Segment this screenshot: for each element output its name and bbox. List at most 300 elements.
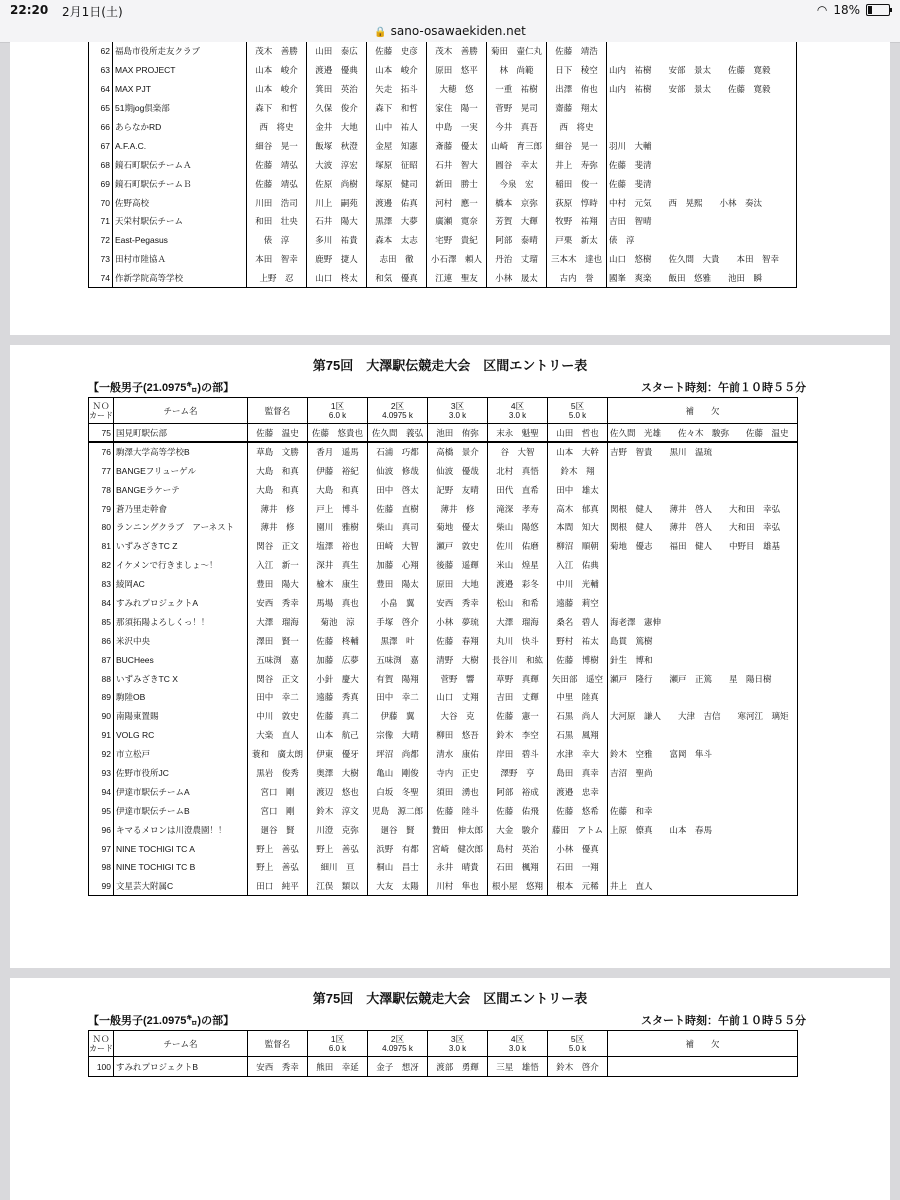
runner-section-1: 山田 泰広 bbox=[307, 42, 367, 61]
runner-section-4: 草野 真輝 bbox=[488, 669, 548, 688]
table-row bbox=[89, 480, 798, 499]
runner-section-2: 小畠 翼 bbox=[368, 594, 428, 613]
team-name: 綾岡AC bbox=[114, 575, 248, 594]
reserve-runners: 俵 淳 bbox=[607, 231, 797, 250]
section-name: 5区 bbox=[570, 1033, 585, 1044]
runner-section-2: 田中 啓太 bbox=[368, 480, 428, 499]
header-no bbox=[89, 1031, 114, 1057]
runner-section-5: 荻原 惇時 bbox=[547, 193, 607, 212]
table-row bbox=[89, 631, 798, 650]
team-name: NINE TOCHIGI TC B bbox=[114, 858, 248, 877]
reserve-runners: 関根 健人 薄井 啓人 大和田 幸弘 bbox=[608, 518, 798, 537]
manager-name: 和田 壮央 bbox=[247, 212, 307, 231]
runner-section-3: 石井 智大 bbox=[427, 155, 487, 174]
header-manager: 監督名 bbox=[248, 1031, 308, 1057]
card-no: 95 bbox=[89, 801, 114, 820]
section-name: 1区 bbox=[330, 400, 345, 411]
team-name: 51期jog倶楽部 bbox=[113, 99, 247, 118]
card-no: 90 bbox=[89, 707, 114, 726]
reserve-runners: 佐藤 和幸 bbox=[608, 801, 798, 820]
runner-section-1: 小針 慶大 bbox=[308, 669, 368, 688]
manager-name: 山本 峻介 bbox=[247, 80, 307, 99]
entry-table-1 bbox=[88, 42, 797, 288]
runner-section-3: 贄田 伸太郎 bbox=[428, 820, 488, 839]
runner-section-2: 宗像 大晴 bbox=[368, 726, 428, 745]
runner-section-4: 今井 真吾 bbox=[487, 118, 547, 137]
table-row bbox=[89, 499, 798, 518]
runner-section-5: 佐藤 悠希 bbox=[548, 801, 608, 820]
reserve-runners: 菊地 優志 福田 健人 中野目 雄基 bbox=[608, 537, 798, 556]
document-page-3[interactable] bbox=[10, 978, 890, 1200]
section-distance: 4.0975 k bbox=[382, 1043, 413, 1053]
runner-section-1: 伊藤 裕紀 bbox=[308, 461, 368, 480]
runner-section-1: 鹿野 捷人 bbox=[307, 250, 367, 269]
runner-section-4: 三星 雄悟 bbox=[488, 1057, 548, 1077]
manager-name: 薄井 修 bbox=[248, 518, 308, 537]
header-section-3 bbox=[428, 1031, 488, 1057]
runner-section-5: 本間 知大 bbox=[548, 518, 608, 537]
manager-name: 五味渕 嘉 bbox=[248, 650, 308, 669]
team-name: 伊達市駅伝チームA bbox=[114, 782, 248, 801]
runner-section-5: 根本 元稀 bbox=[548, 877, 608, 896]
table-row bbox=[89, 61, 797, 80]
team-name: 南陽東置賜 bbox=[114, 707, 248, 726]
header-section-4 bbox=[488, 1031, 548, 1057]
table-row bbox=[89, 1057, 798, 1077]
runner-section-2: 亀山 剛俊 bbox=[368, 764, 428, 783]
runner-section-4: 佐藤 憲一 bbox=[488, 707, 548, 726]
card-no: 96 bbox=[89, 820, 114, 839]
card-no: 77 bbox=[89, 461, 114, 480]
table-row bbox=[89, 782, 798, 801]
card-no: 75 bbox=[89, 424, 114, 443]
section-distance: 5.0 k bbox=[568, 1043, 587, 1053]
runner-section-5: 遠藤 莉空 bbox=[548, 594, 608, 613]
team-name: BUCHees bbox=[114, 650, 248, 669]
runner-section-5: 山本 大幹 bbox=[548, 442, 608, 461]
document-title: 第75回 大澤駅伝競走大会 区間エントリー表 bbox=[312, 991, 588, 1006]
reserve-runners bbox=[607, 99, 797, 118]
manager-name: 佐藤 温史 bbox=[248, 424, 308, 443]
runner-section-5: 中川 光輔 bbox=[548, 575, 608, 594]
runner-section-3: 佐藤 陸斗 bbox=[428, 801, 488, 820]
manager-name: 関谷 正文 bbox=[248, 669, 308, 688]
table-row bbox=[89, 594, 798, 613]
reserve-runners: 針生 博和 bbox=[608, 650, 798, 669]
card-no: 70 bbox=[89, 193, 113, 212]
runner-section-1: 渡辺 悠也 bbox=[308, 782, 368, 801]
runner-section-1: 山本 航己 bbox=[308, 726, 368, 745]
table-row bbox=[89, 118, 797, 137]
runner-section-3: 後藤 遥輝 bbox=[428, 556, 488, 575]
runner-section-1: 大波 淳宏 bbox=[307, 155, 367, 174]
section-name: 3区 bbox=[450, 400, 465, 411]
reserve-runners: 瀬戸 隆行 瀬戸 正篤 星 陽日樹 bbox=[608, 669, 798, 688]
table-row bbox=[89, 820, 798, 839]
status-right bbox=[817, 3, 890, 17]
battery-percent: 18% bbox=[833, 3, 860, 17]
section-distance: 3.0 k bbox=[448, 410, 467, 420]
runner-section-1: 久保 俊介 bbox=[307, 99, 367, 118]
runner-section-5: 小林 優真 bbox=[548, 839, 608, 858]
team-name: イケメンで行きましょ～！ bbox=[114, 556, 248, 575]
runner-section-4: 渡邉 彩冬 bbox=[488, 575, 548, 594]
runner-section-4: 芳賀 大輝 bbox=[487, 212, 547, 231]
table-row bbox=[89, 726, 798, 745]
runner-section-2: 金子 想冴 bbox=[368, 1057, 428, 1077]
runner-section-5: 矢田部 遥空 bbox=[548, 669, 608, 688]
table-row bbox=[89, 839, 798, 858]
runner-section-5: 鈴木 翔 bbox=[548, 461, 608, 480]
manager-name: 佐藤 靖弘 bbox=[247, 155, 307, 174]
team-name: 国見町駅伝部 bbox=[114, 424, 248, 443]
header-no-label: ＮＯ bbox=[92, 1033, 110, 1044]
card-no: 73 bbox=[89, 250, 113, 269]
date: 2月1日(土) bbox=[62, 5, 123, 19]
runner-section-4: 丸川 快斗 bbox=[488, 631, 548, 650]
reserve-runners: 海老澤 憲伸 bbox=[608, 612, 798, 631]
runner-section-4: 根小屋 悠翔 bbox=[488, 877, 548, 896]
runner-section-4: 谷 大智 bbox=[488, 442, 548, 461]
table-row bbox=[89, 764, 798, 783]
runner-section-3: 山口 丈翔 bbox=[428, 688, 488, 707]
runner-section-1: 佐藤 悠貴也 bbox=[308, 424, 368, 443]
runner-section-3: 清水 康佑 bbox=[428, 745, 488, 764]
runner-section-1: 江俣 類以 bbox=[308, 877, 368, 896]
table-row bbox=[89, 250, 797, 269]
team-name: 駒陸OB bbox=[114, 688, 248, 707]
runner-section-1: 楡木 康生 bbox=[308, 575, 368, 594]
card-no: 67 bbox=[89, 136, 113, 155]
runner-section-3: 池田 侑弥 bbox=[428, 424, 488, 443]
runner-section-1: 馬場 真也 bbox=[308, 594, 368, 613]
team-name: 佐野市役所JC bbox=[114, 764, 248, 783]
card-no: 65 bbox=[89, 99, 113, 118]
runner-section-3: 江連 聖友 bbox=[427, 269, 487, 288]
team-name: キマるメロンは川澄農園！！ bbox=[114, 820, 248, 839]
runner-section-2: 森下 和哲 bbox=[367, 99, 427, 118]
header-section-4 bbox=[488, 398, 548, 424]
table-row bbox=[89, 801, 798, 820]
manager-name: 入江 新一 bbox=[248, 556, 308, 575]
header-section-1 bbox=[308, 398, 368, 424]
card-no: 80 bbox=[89, 518, 114, 537]
url-text: sano-osawaekiden.net bbox=[390, 24, 526, 38]
table-row bbox=[89, 461, 798, 480]
runner-section-1: 深井 真生 bbox=[308, 556, 368, 575]
table-row bbox=[89, 231, 797, 250]
header-row bbox=[89, 398, 798, 424]
runner-section-3: 宅野 貴紀 bbox=[427, 231, 487, 250]
table-row bbox=[89, 424, 798, 443]
runner-section-5: 日下 稜空 bbox=[547, 61, 607, 80]
section-name: 5区 bbox=[570, 400, 585, 411]
table-row bbox=[89, 269, 797, 288]
manager-name: 澤田 賢一 bbox=[248, 631, 308, 650]
runner-section-1: 山口 柊太 bbox=[307, 269, 367, 288]
card-no: 98 bbox=[89, 858, 114, 877]
runner-section-3: 茂木 善勝 bbox=[427, 42, 487, 61]
runner-section-5: 野村 祐太 bbox=[548, 631, 608, 650]
runner-section-3: 寺内 正史 bbox=[428, 764, 488, 783]
manager-name: 大島 和真 bbox=[248, 480, 308, 499]
reserve-runners: 羽川 大輔 bbox=[607, 136, 797, 155]
card-no: 100 bbox=[89, 1057, 114, 1077]
card-no: 78 bbox=[89, 480, 114, 499]
manager-name: 安西 秀幸 bbox=[248, 594, 308, 613]
section-distance: 4.0975 k bbox=[382, 410, 413, 420]
runner-section-3: 瀬戸 敦史 bbox=[428, 537, 488, 556]
runner-section-4: 柴山 陽悠 bbox=[488, 518, 548, 537]
card-no: 62 bbox=[89, 42, 113, 61]
runner-section-3: 小林 夢琉 bbox=[428, 612, 488, 631]
section-name: 1区 bbox=[330, 1033, 345, 1044]
runner-section-5: 入江 佑典 bbox=[548, 556, 608, 575]
table-row bbox=[89, 688, 798, 707]
document-page-2[interactable] bbox=[10, 345, 890, 968]
reserve-runners bbox=[608, 726, 798, 745]
table-row bbox=[89, 42, 797, 61]
card-no: 92 bbox=[89, 745, 114, 764]
runner-section-5: 藤田 アトム bbox=[548, 820, 608, 839]
runner-section-4: 大澤 瑠海 bbox=[488, 612, 548, 631]
runner-section-3: 宮崎 健次郎 bbox=[428, 839, 488, 858]
table-row bbox=[89, 174, 797, 193]
team-name: あらなかRD bbox=[113, 118, 247, 137]
runner-section-5: 佐藤 博樹 bbox=[548, 650, 608, 669]
table-row bbox=[89, 612, 798, 631]
runner-section-5: 高木 郁真 bbox=[548, 499, 608, 518]
manager-name: 草島 文勝 bbox=[248, 442, 308, 461]
runner-section-5: 鈴木 啓介 bbox=[548, 1057, 608, 1077]
runner-section-3: 新田 勝士 bbox=[427, 174, 487, 193]
runner-section-3: 河村 應一 bbox=[427, 193, 487, 212]
team-name: VOLG RC bbox=[114, 726, 248, 745]
runner-section-2: 手塚 啓介 bbox=[368, 612, 428, 631]
runner-section-1: 園川 雅樹 bbox=[308, 518, 368, 537]
runner-section-3: 柳田 悠吾 bbox=[428, 726, 488, 745]
card-no: 64 bbox=[89, 80, 113, 99]
reserve-runners: 井上 直人 bbox=[608, 877, 798, 896]
reserve-runners bbox=[608, 1057, 798, 1077]
runner-section-4: 滝深 孝寿 bbox=[488, 499, 548, 518]
runner-section-5: 中里 陸真 bbox=[548, 688, 608, 707]
team-name: すみれプロジェクトA bbox=[114, 594, 248, 613]
runner-section-4: 米山 煌星 bbox=[488, 556, 548, 575]
reserve-runners bbox=[607, 118, 797, 137]
start-time: スタート時刻：午前１０時５５分 bbox=[641, 1015, 806, 1027]
table-row bbox=[89, 575, 798, 594]
manager-name: 川田 浩司 bbox=[247, 193, 307, 212]
entry-table-3 bbox=[88, 1030, 798, 1077]
entry-table-2 bbox=[88, 397, 798, 896]
runner-section-2: 石浦 巧都 bbox=[368, 442, 428, 461]
team-name: 鏡石町駅伝チームＢ bbox=[113, 174, 247, 193]
runner-section-2: 加藤 心翔 bbox=[368, 556, 428, 575]
table-row bbox=[89, 745, 798, 764]
team-name: 天栄村駅伝チーム bbox=[113, 212, 247, 231]
team-name: いずみざきTC Z bbox=[114, 537, 248, 556]
card-no: 85 bbox=[89, 612, 114, 631]
address-bar[interactable] bbox=[0, 22, 900, 43]
table-row bbox=[89, 650, 798, 669]
runner-section-2: 白坂 冬聖 bbox=[368, 782, 428, 801]
runner-section-4: 菅野 晃司 bbox=[487, 99, 547, 118]
category-label: 【一般男子(21.0975㌔)の部】 bbox=[88, 382, 235, 394]
team-name: すみれプロジェクトB bbox=[114, 1057, 248, 1077]
runner-section-4: 橋本 京弥 bbox=[487, 193, 547, 212]
team-name: ランニングクラブ アーネスト bbox=[114, 518, 248, 537]
runner-section-4: 松山 和希 bbox=[488, 594, 548, 613]
manager-name: 大島 和真 bbox=[248, 461, 308, 480]
reserve-runners: 吉田 智晴 bbox=[607, 212, 797, 231]
header-section-1 bbox=[308, 1031, 368, 1057]
runner-section-3: 家住 陽一 bbox=[427, 99, 487, 118]
section-distance: 3.0 k bbox=[508, 1043, 527, 1053]
team-name: 米沢中央 bbox=[114, 631, 248, 650]
manager-name: 細谷 晃一 bbox=[247, 136, 307, 155]
table-row bbox=[89, 155, 797, 174]
runner-section-1: 渡邉 優典 bbox=[307, 61, 367, 80]
section-name: 2区 bbox=[390, 400, 405, 411]
reserve-runners bbox=[608, 556, 798, 575]
runner-section-5: 山田 哲也 bbox=[548, 424, 608, 443]
team-name: 蒼乃里走幹會 bbox=[114, 499, 248, 518]
runner-section-3: 川村 隼也 bbox=[428, 877, 488, 896]
card-no: 68 bbox=[89, 155, 113, 174]
runner-section-3: 小石澤 頼人 bbox=[427, 250, 487, 269]
card-no: 66 bbox=[89, 118, 113, 137]
runner-section-5: 古内 誉 bbox=[547, 269, 607, 288]
runner-section-5: 井上 寿弥 bbox=[547, 155, 607, 174]
runner-section-3: 須田 湧也 bbox=[428, 782, 488, 801]
reserve-runners: 佐藤 斐清 bbox=[607, 174, 797, 193]
section-distance: 6.0 k bbox=[328, 410, 347, 420]
card-no: 91 bbox=[89, 726, 114, 745]
manager-name: 山本 峻介 bbox=[247, 61, 307, 80]
manager-name: 茂木 善勝 bbox=[247, 42, 307, 61]
runner-section-2: 金屋 知憲 bbox=[367, 136, 427, 155]
reserve-runners bbox=[608, 839, 798, 858]
runner-section-4: 北村 真悟 bbox=[488, 461, 548, 480]
table-row bbox=[89, 537, 798, 556]
runner-section-2: 佐久間 義弘 bbox=[368, 424, 428, 443]
runner-section-5: 石黒 風翔 bbox=[548, 726, 608, 745]
header-card-label: カード bbox=[89, 410, 113, 420]
card-no: 74 bbox=[89, 269, 113, 288]
card-no: 84 bbox=[89, 594, 114, 613]
header-section-3 bbox=[428, 398, 488, 424]
runner-section-2: 豊田 陽太 bbox=[368, 575, 428, 594]
clock: 22:20 bbox=[10, 3, 49, 17]
table-row bbox=[89, 99, 797, 118]
runner-section-4: 大金 駿介 bbox=[488, 820, 548, 839]
runner-section-2: 廻谷 賢 bbox=[368, 820, 428, 839]
reserve-runners bbox=[607, 42, 797, 61]
runner-section-1: 佐藤 柊輔 bbox=[308, 631, 368, 650]
header-section-5 bbox=[548, 1031, 608, 1057]
runner-section-3: 清野 大樹 bbox=[428, 650, 488, 669]
table-row bbox=[89, 707, 798, 726]
team-name: いずみざきTC X bbox=[114, 669, 248, 688]
team-name: 田村市陸協Ａ bbox=[113, 250, 247, 269]
runner-section-5: 齋藤 翔太 bbox=[547, 99, 607, 118]
runner-section-2: 浜野 有都 bbox=[368, 839, 428, 858]
section-distance: 5.0 k bbox=[568, 410, 587, 420]
header-section-2 bbox=[368, 398, 428, 424]
runner-section-3: 仙波 優哉 bbox=[428, 461, 488, 480]
runner-section-1: 奥澤 大樹 bbox=[308, 764, 368, 783]
runner-section-5: 三本木 達也 bbox=[547, 250, 607, 269]
team-name: 福島市役所走友クラブ bbox=[113, 42, 247, 61]
runner-section-1: 佐原 尚樹 bbox=[307, 174, 367, 193]
runner-section-3: 佐藤 春翔 bbox=[428, 631, 488, 650]
manager-name: 上野 忍 bbox=[247, 269, 307, 288]
manager-name: 俵 淳 bbox=[247, 231, 307, 250]
reserve-runners: 國峯 爽楽 飯田 悠雅 池田 瞬 bbox=[607, 269, 797, 288]
manager-name: 西 将史 bbox=[247, 118, 307, 137]
runner-section-3: 斎藤 優太 bbox=[427, 136, 487, 155]
runner-section-2: 田崎 大智 bbox=[368, 537, 428, 556]
runner-section-2: 佐藤 史彦 bbox=[367, 42, 427, 61]
team-name: MAX PJT bbox=[113, 80, 247, 99]
runner-section-5: 西 将史 bbox=[547, 118, 607, 137]
reserve-runners: 山口 悠樹 佐久間 大貴 本田 智幸 bbox=[607, 250, 797, 269]
runner-section-5: 石黒 尚人 bbox=[548, 707, 608, 726]
card-no: 79 bbox=[89, 499, 114, 518]
runner-section-4: 今泉 宏 bbox=[487, 174, 547, 193]
wifi-icon: ◠ bbox=[816, 3, 828, 17]
runner-section-5: 石田 一翔 bbox=[548, 858, 608, 877]
reserve-runners bbox=[608, 575, 798, 594]
header-no bbox=[89, 398, 114, 424]
document-page-1[interactable] bbox=[10, 42, 890, 335]
reserve-runners bbox=[608, 688, 798, 707]
runner-section-2: 塚原 征昭 bbox=[367, 155, 427, 174]
runner-section-4: 佐川 佑磨 bbox=[488, 537, 548, 556]
runner-section-1: 香月 遥馬 bbox=[308, 442, 368, 461]
runner-section-1: 石井 陽大 bbox=[307, 212, 367, 231]
runner-section-3: 菊地 優太 bbox=[428, 518, 488, 537]
runner-section-1: 飯塚 秋澄 bbox=[307, 136, 367, 155]
table-row bbox=[89, 669, 798, 688]
manager-name: 廻谷 賢 bbox=[248, 820, 308, 839]
runner-section-2: 柴山 真司 bbox=[368, 518, 428, 537]
runner-section-5: 戸栗 新太 bbox=[547, 231, 607, 250]
manager-name: 野上 善弘 bbox=[248, 839, 308, 858]
manager-name: 田口 純平 bbox=[248, 877, 308, 896]
runner-section-4: 島村 英治 bbox=[488, 839, 548, 858]
runner-section-5: 出澤 侑也 bbox=[547, 80, 607, 99]
team-name: 伊達市駅伝チームB bbox=[114, 801, 248, 820]
runner-section-1: 多川 祐貴 bbox=[307, 231, 367, 250]
runner-section-2: 山本 峻介 bbox=[367, 61, 427, 80]
reserve-runners: 吉野 智貴 黒川 温琉 bbox=[608, 442, 798, 461]
reserve-runners bbox=[608, 858, 798, 877]
section-distance: 3.0 k bbox=[448, 1043, 467, 1053]
header-team: チーム名 bbox=[114, 1031, 248, 1057]
table-row bbox=[89, 518, 798, 537]
category-label: 【一般男子(21.0975㌔)の部】 bbox=[88, 1015, 235, 1027]
section-distance: 3.0 k bbox=[508, 410, 527, 420]
team-name: BANGEラケーテ bbox=[114, 480, 248, 499]
table-row bbox=[89, 212, 797, 231]
runner-section-4: 佐藤 佑飛 bbox=[488, 801, 548, 820]
team-name: 作新学院高等学校 bbox=[113, 269, 247, 288]
team-name: 鏡石町駅伝チームＡ bbox=[113, 155, 247, 174]
runner-section-2: 和気 優真 bbox=[367, 269, 427, 288]
reserve-runners: 吉沼 聖尚 bbox=[608, 764, 798, 783]
